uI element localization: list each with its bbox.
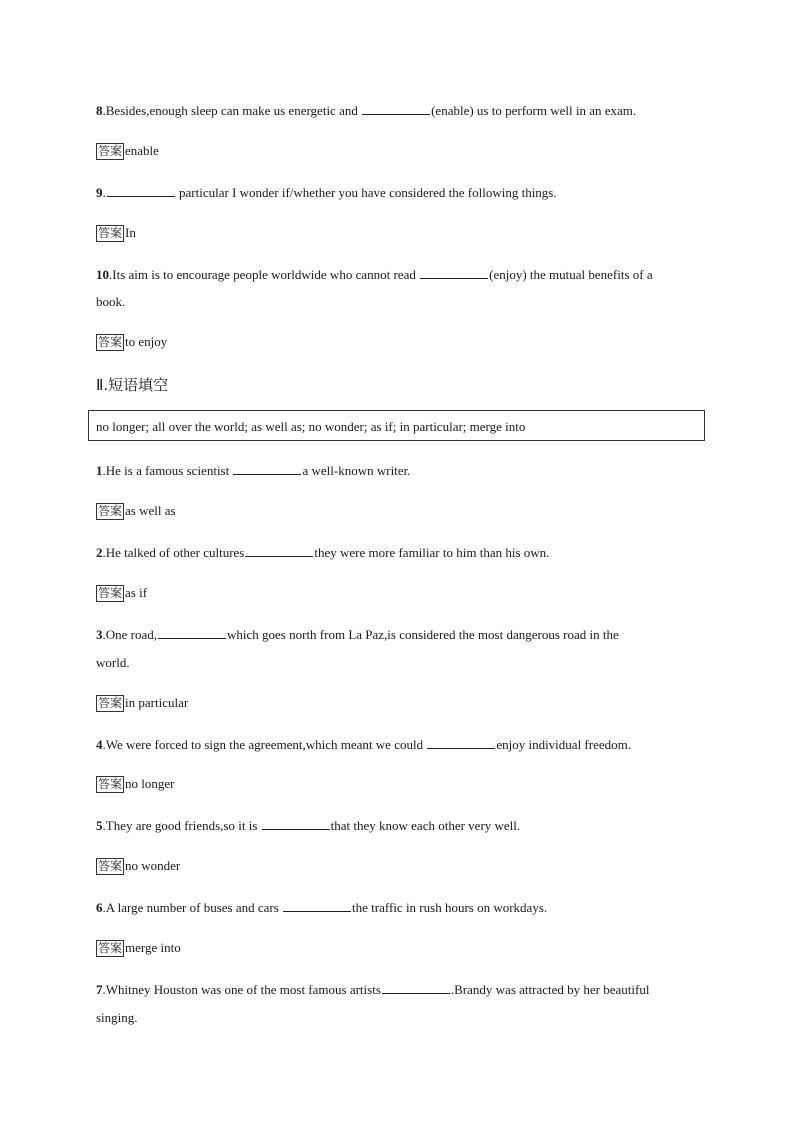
question-7-continued: singing. — [96, 1010, 138, 1025]
section-title: Ⅱ.短语填空 — [96, 376, 169, 394]
answer-tag: 答案 — [98, 504, 123, 518]
answer-blank — [420, 267, 488, 279]
answer-blank — [233, 463, 301, 475]
answer-4 — [96, 775, 174, 793]
question-2: 2.He talked of other cultures they were more familiar to him than his own. — [96, 545, 550, 560]
question-number: 10 — [96, 267, 109, 282]
question-1: 1.He is a famous scientist a well-known writer. — [96, 463, 411, 478]
answer-tag: 答案 — [98, 941, 123, 955]
question-number: 4 — [96, 737, 103, 752]
question-number: 1 — [96, 463, 103, 478]
answer-blank — [283, 900, 351, 912]
question-number: 3 — [96, 627, 103, 642]
answer-text: as if — [125, 585, 148, 600]
answer-blank — [107, 185, 175, 197]
question-3: 3.One road, which goes north from La Paz,is considered the most dangerous road in the — [96, 627, 619, 642]
question-8: 8.Besides,enough sleep can make us energetic and (enable) us to perform well in an exam. — [96, 103, 637, 118]
question-number: 8 — [96, 103, 103, 118]
question-5: 5.They are good friends,so it is that they know each other very well. — [96, 818, 521, 833]
answer-blank — [262, 818, 330, 830]
answer-tag: 答案 — [98, 335, 123, 349]
word-bank-text: no longer; all over the world; as well as; no wonder; as if; in particular; merge into — [96, 419, 526, 434]
question-number: 6 — [96, 900, 103, 915]
answer-text: to enjoy — [125, 334, 168, 349]
answer-blank — [245, 545, 313, 557]
question-number: 7 — [96, 982, 103, 997]
answer-text: as well as — [125, 503, 176, 518]
answer-tag: 答案 — [98, 777, 123, 791]
answer-9 — [96, 224, 136, 242]
answer-text: in particular — [125, 695, 189, 710]
question-9: 9. particular I wonder if/whether you have considered the following things. — [96, 185, 557, 200]
answer-blank — [427, 737, 495, 749]
answer-6 — [96, 939, 181, 957]
question-10-continued: book. — [96, 294, 126, 309]
answer-tag: 答案 — [98, 226, 123, 240]
answer-text: In — [125, 225, 136, 240]
answer-blank — [158, 627, 226, 639]
answer-text: merge into — [125, 940, 181, 955]
answer-text: no wonder — [125, 858, 181, 873]
answer-10 — [96, 333, 167, 351]
answer-8 — [96, 142, 159, 160]
answer-5 — [96, 857, 180, 875]
answer-blank — [382, 982, 450, 994]
answer-3 — [96, 694, 188, 712]
answer-blank — [362, 103, 430, 115]
answer-tag: 答案 — [98, 144, 123, 158]
answer-2 — [96, 584, 147, 602]
question-4: 4.We were forced to sign the agreement,which meant we could enjoy individual freedom. — [96, 737, 631, 752]
answer-tag: 答案 — [98, 696, 123, 710]
question-6: 6.A large number of buses and cars the traffic in rush hours on workdays. — [96, 900, 548, 915]
question-number: 9 — [96, 185, 103, 200]
answer-1 — [96, 502, 176, 520]
question-3-continued: world. — [96, 655, 130, 670]
word-bank-box — [88, 410, 705, 441]
answer-text: enable — [125, 143, 159, 158]
answer-tag: 答案 — [98, 586, 123, 600]
question-10: 10.Its aim is to encourage people worldwide who cannot read (enjoy) the mutual benefits of a — [96, 267, 653, 282]
question-number: 2 — [96, 545, 103, 560]
question-7: 7.Whitney Houston was one of the most famous artists .Brandy was attracted by her beautiful — [96, 982, 650, 997]
answer-text: no longer — [125, 776, 175, 791]
answer-tag: 答案 — [98, 859, 123, 873]
question-number: 5 — [96, 818, 103, 833]
